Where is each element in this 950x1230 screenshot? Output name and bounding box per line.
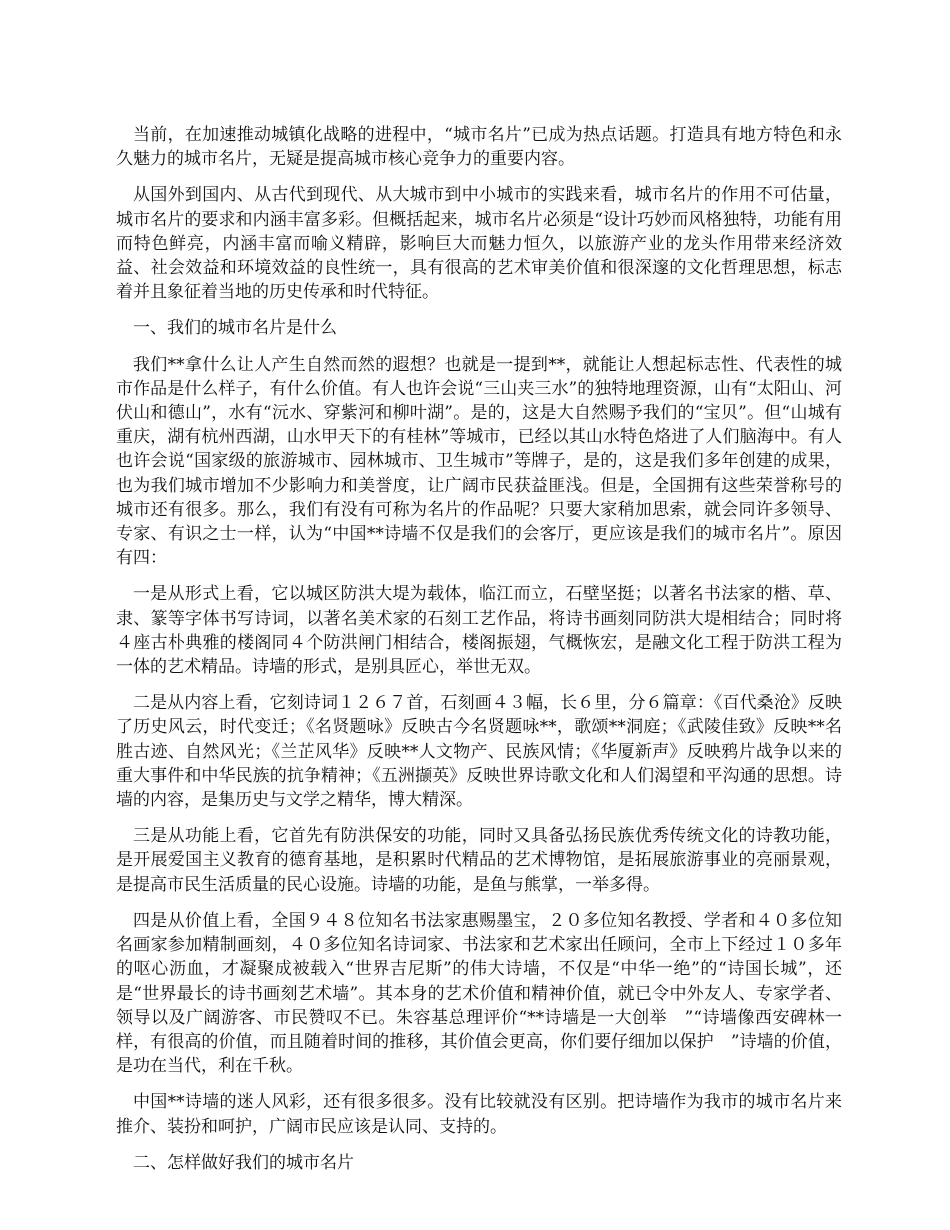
body-paragraph: 二是从内容上看，它刻诗词１２６７首，石刻画４３幅，长６里，分６篇章：《百代桑沧》反映了历史风云，时代变迁；《名贤题咏》反映古今名贤题咏**，歌颂**洞庭；《武陵佳致》反映**名胜古迹、自然风光；《兰芷风华》反映**人文物产、民族风情；《华厦新声》反映鸦片战争以来的重大事件和中华民族的抗争精神；《五洲撷英》反映世界诗歌文化和人们渴望和平沟通的思想。诗墙的内容，是集历史与文学之精华，博大精深。 — [116, 693, 842, 811]
body-paragraph: 我们**拿什么让人产生自然而然的遐想？也就是一提到**，就能让人想起标志性、代表性的城市作品是什么样子，有什么价值。有人也许会说“三山夹三水”的独特地理资源，山有“太阳山、河伏山和德山”，水有“沅水、穿紫河和柳叶湖”。是的，这是大自然赐予我们的“宝贝”。但“山城有重庆，湖有杭州西湖，山水甲天下的有桂林”等城市，已经以其山水特色烙进了人们脑海中。有人也许会说“国家级的旅游城市、园林城市、卫生城市”等牌子，是的，这是我们多年创建的成果，也为我们城市增加不少影响力和美誉度，让广阔市民获益匪浅。但是，全国拥有这些荣誉称号的城市还有很多。那么，我们有没有可称为名片的作品呢？只要大家稍加思索，就会同许多领导、专家、有识之士一样，认为“中国**诗墙不仅是我们的会客厅，更应该是我们的城市名片”。原因有四： — [116, 354, 842, 569]
body-paragraph: 四是从价值上看，全国９４８位知名书法家惠赐墨宝，２０多位知名教授、学者和４０多位知名画家参加精制画刻，４０多位知名诗词家、书法家和艺术家出任顾问，全市上下经过１０多年的呕心沥血，才凝聚成被载入“世界吉尼斯”的伟大诗墙，不仅是“中华一绝”的“诗国长城”，还是“世界最长的诗书画刻艺术墙”。其本身的艺术价值和精神价值，就已令中外友人、专家学者、领导以及广阔游客、市民赞叹不已。朱容基总理评价“**诗墙是一大创举 ”“诗墙像西安碑林一样，有很高的价值，而且随着时间的推移，其价值会更高，你们要仔细加以保护 ”诗墙的价值，是功在当代，利在千秋。 — [116, 910, 842, 1077]
intro-paragraph: 当前，在加速推动城镇化战略的进程中，“城市名片”已成为热点话题。打造具有地方特色和永久魅力的城市名片，无疑是提高城市核心竞争力的重要内容。 — [116, 125, 842, 170]
definition-paragraph: 从国外到国内、从古代到现代、从大城市到中小城市的实践来看，城市名片的作用不可估量，城市名片的要求和内涵丰富多彩。但概括起来，城市名片必须是“设计巧妙而风格独特，功能有用而特色鲜亮，内涵丰富而喻义精辟，影响巨大而魅力恒久，以旅游产业的龙头作用带来经济效益、社会效益和环境效益的良性统一，具有很高的艺术审美价值和很深邃的文化哲理思想，标志着并且象征着当地的历史传承和时代特征。 — [116, 185, 842, 303]
document-page — [116, 123, 842, 1187]
section-heading-1: 一、我们的城市名片是什么 — [133, 318, 337, 339]
body-paragraph: 一是从形式上看，它以城区防洪大堤为载体，临江而立，石壁坚挺；以著名书法家的楷、草、隶、篆等字体书写诗词，以著名美术家的石刻工艺作品，将诗书画刻同防洪大堤相结合；同时将４座古朴典雅的楼阁同４个防洪闸门相结合，楼阁振翅，气概恢宏，是融文化工程于防洪工程为一体的艺术精品。诗墙的形式，是别具匠心，举世无双。 — [116, 584, 842, 678]
section-heading-2: 二、怎样做好我们的城市名片 — [133, 1152, 354, 1173]
body-paragraph: 三是从功能上看，它首先有防洪保安的功能，同时又具备弘扬民族优秀传统文化的诗教功能，是开展爱国主义教育的德育基地，是积累时代精品的艺术博物馆，是拓展旅游事业的亮丽景观，是提高市民生活质量的民心设施。诗墙的功能，是鱼与熊掌，一举多得。 — [116, 826, 842, 895]
body-paragraph: 中国**诗墙的迷人风彩，还有很多很多。没有比较就没有区别。把诗墙作为我市的城市名片来推介、装扮和呵护，广阔市民应该是认同、支持的。 — [116, 1092, 842, 1137]
